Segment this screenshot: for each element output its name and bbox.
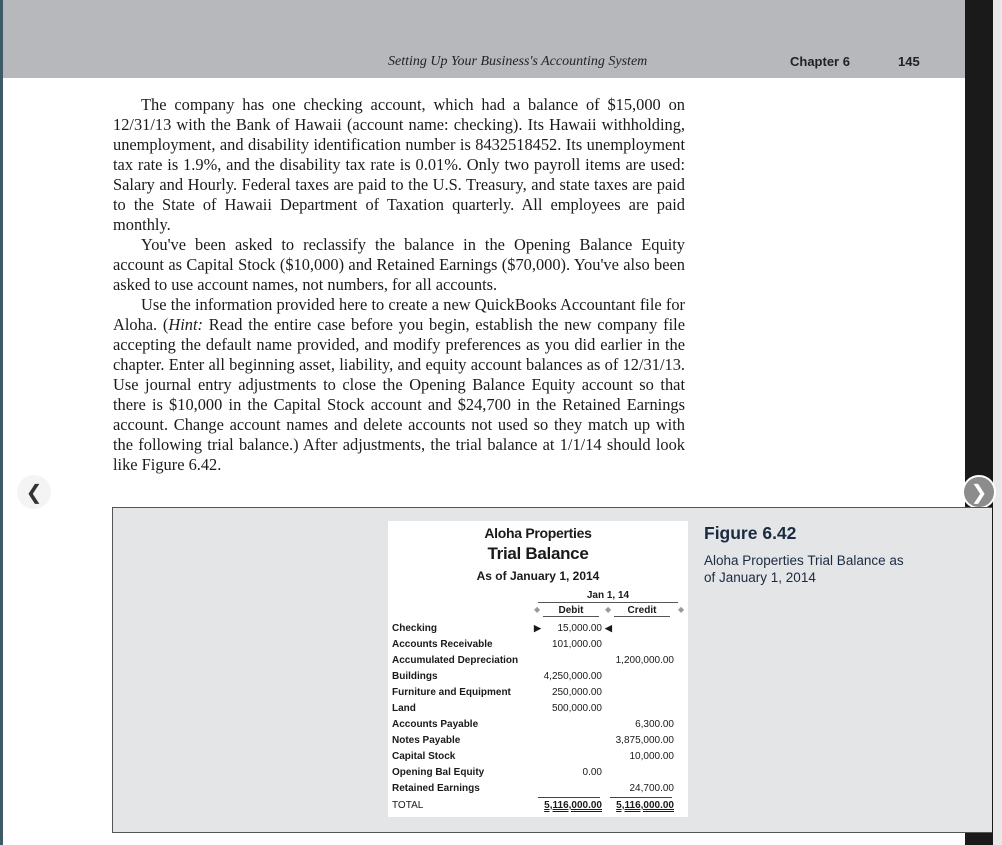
- next-page-button[interactable]: [962, 475, 996, 509]
- total-row[interactable]: [392, 798, 688, 814]
- page-number: 145: [898, 54, 920, 69]
- table-row[interactable]: [392, 765, 688, 781]
- debit-value: 250,000.00: [551, 687, 602, 698]
- left-edge: [0, 0, 3, 845]
- paragraph-3: [113, 295, 685, 475]
- account-name: Notes Payable: [392, 735, 461, 746]
- paragraph-2: You've been asked to reclassify the balance in the Opening Balance Equity account as Capital Stock ($10,000) and Retained Earnings ($70,000). You've also been asked to use account names, not numbers, for all accounts.: [113, 235, 685, 294]
- prev-page-button[interactable]: [17, 475, 51, 509]
- account-name: Buildings: [392, 671, 438, 682]
- account-name: Accounts Receivable: [392, 639, 493, 650]
- hint-word: Hint:: [168, 315, 203, 334]
- credit-column-header[interactable]: Credit: [614, 605, 670, 617]
- row-marker-icon: ◀: [605, 623, 612, 633]
- chapter-label: Chapter 6: [790, 54, 850, 69]
- figure-label: Figure 6.42: [704, 523, 797, 543]
- report-company: Aloha Properties: [484, 525, 592, 541]
- table-row[interactable]: [392, 701, 688, 717]
- table-row[interactable]: [392, 733, 688, 749]
- debit-value: 4,250,000.00: [543, 671, 602, 682]
- table-row[interactable]: [392, 637, 688, 653]
- total-debit: 5,116,000.00: [544, 800, 602, 811]
- total-credit: 5,116,000.00: [616, 800, 674, 811]
- body-text: [113, 95, 685, 475]
- row-marker-icon: ▶: [534, 623, 541, 633]
- chevron-right-icon: ❯: [970, 480, 988, 504]
- debit-column-header[interactable]: Debit: [543, 605, 599, 617]
- report-date: As of January 1, 2014: [476, 569, 600, 583]
- account-name: Accounts Payable: [392, 719, 479, 730]
- credit-value: 24,700.00: [629, 783, 674, 794]
- period-header: Jan 1, 14: [538, 590, 678, 603]
- debit-value: 500,000.00: [551, 703, 602, 714]
- paragraph-3-end: Read the entire case before you begin, establish the new company file accepting the default name provided, and modify preferences as you did earlier in the chapter. Enter all beginning asset, liability, and equity account balances as of 12/31/13. Use journal entry adjustments to close the Opening Balance Equity account so that there is $10,000 in the Capital Stock account and $24,700 in the Retained Earnings account. Change account names and delete accounts not used so they match up with the following trial balance.) After adjustments, the trial balance at 1/1/14 should look like Figure 6.42.: [113, 315, 685, 474]
- credit-value: 1,200,000.00: [615, 655, 674, 666]
- total-label: TOTAL: [392, 800, 424, 811]
- column-resize-icon[interactable]: ◆: [534, 605, 541, 614]
- table-row[interactable]: [392, 621, 688, 637]
- table-row[interactable]: [392, 685, 688, 701]
- credit-value: 10,000.00: [629, 751, 674, 762]
- debit-value: 0.00: [582, 767, 602, 778]
- figure-caption: Aloha Properties Trial Balance as of January 1, 2014: [704, 553, 904, 585]
- credit-value: 6,300.00: [635, 719, 674, 730]
- account-name: Accumulated Depreciation: [392, 655, 519, 666]
- account-name: Retained Earnings: [392, 783, 480, 794]
- paragraph-3-start: Use the information provided here to create a new QuickBooks Accountant file for Aloha. (: [113, 295, 685, 334]
- paragraph-1: The company has one checking account, which had a balance of $15,000 on 12/31/13 with the Bank of Hawaii (account name: checking). Its Hawaii withholding, unemployment, and disability identification number is 8432518452. Its unemployment tax rate is 1.9%, and the disability tax rate is 0.01%. Only two payroll items are used: Salary and Hourly. Federal taxes are paid to the U.S. Treasury, and state taxes are paid to the State of Hawaii Department of Taxation quarterly. All employees are paid monthly.: [113, 95, 685, 234]
- account-name: Land: [392, 703, 416, 714]
- account-name: Furniture and Equipment: [392, 687, 511, 698]
- column-resize-icon[interactable]: ◆: [678, 605, 685, 614]
- debit-value: 101,000.00: [551, 639, 602, 650]
- table-row[interactable]: [392, 781, 688, 797]
- trial-balance-report: [388, 521, 688, 817]
- report-title: Trial Balance: [487, 544, 589, 563]
- column-resize-icon[interactable]: ◆: [605, 605, 612, 614]
- account-name: Opening Bal Equity: [392, 767, 485, 778]
- table-row[interactable]: [392, 653, 688, 669]
- chevron-left-icon: ❮: [25, 480, 43, 504]
- debit-value: 15,000.00: [557, 623, 602, 634]
- account-name: Checking: [392, 623, 438, 634]
- table-row[interactable]: [392, 749, 688, 765]
- right-strip: [993, 0, 1002, 845]
- table-row[interactable]: [392, 717, 688, 733]
- account-name: Capital Stock: [392, 751, 456, 762]
- credit-value: 3,875,000.00: [615, 735, 674, 746]
- trial-balance-rows: [392, 621, 688, 814]
- running-title: Setting Up Your Business's Accounting System: [388, 54, 648, 69]
- table-row[interactable]: [392, 669, 688, 685]
